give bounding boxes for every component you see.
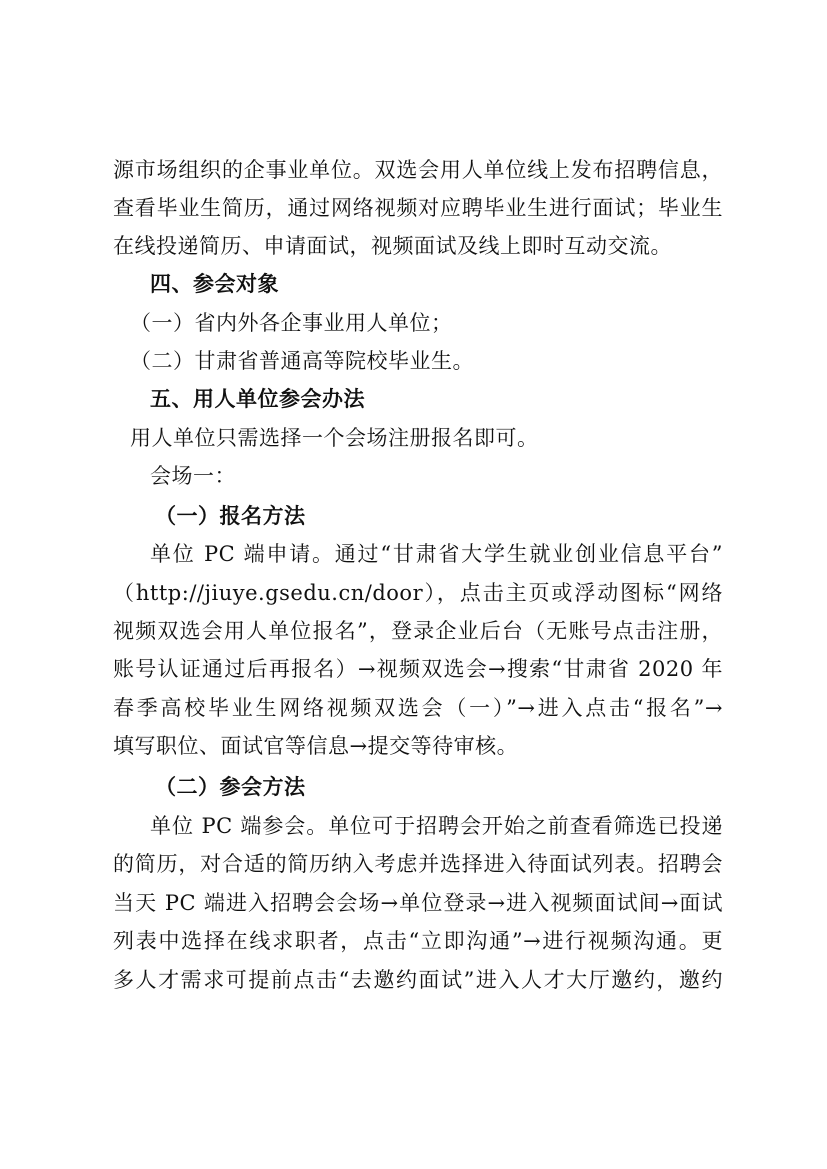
paragraph-line: （http://jiuye.gsedu.cn/door），点击主页或浮动图标“网络 [113, 581, 723, 605]
paragraph-line: 的简历，对合适的简历纳入考虑并选择进入待面试列表。招聘会 [113, 852, 723, 876]
paragraph-line: 源市场组织的企事业单位。双选会用人单位线上发布招聘信息， [113, 158, 723, 182]
paragraph-line: 填写职位、面试官等信息→提交等待审核。 [113, 734, 519, 758]
section-heading-5: 五、用人单位参会办法 [150, 387, 365, 411]
paragraph-line: 单位 PC 端申请。通过“甘肃省大学生就业创业信息平台” [150, 542, 723, 566]
paragraph-line: 查看毕业生简历，通过网络视频对应聘毕业生进行面试；毕业生 [113, 196, 723, 220]
paragraph-line: 用人单位只需选择一个会场注册报名即可。 [130, 426, 539, 450]
paragraph-line: 视频双选会用人单位报名”，登录企业后台（无账号点击注册， [113, 619, 723, 643]
paragraph-line: 在线投递简历、申请面试，视频面试及线上即时互动交流。 [113, 234, 672, 258]
paragraph-line: 单位 PC 端参会。单位可于招聘会开始之前查看筛选已投递 [150, 814, 723, 838]
paragraph-line: 春季高校毕业生网络视频双选会（一）”→进入点击“报名”→ [113, 696, 723, 720]
subsection-heading-registration: （一）报名方法 [155, 504, 306, 528]
subsection-heading-participation: （二）参会方法 [155, 775, 306, 799]
paragraph-line: 列表中选择在线求职者，点击“立即沟通”→进行视频沟通。更 [113, 929, 723, 953]
paragraph-line: 多人才需求可提前点击“去邀约面试”进入人才大厅邀约，邀约 [113, 968, 723, 992]
paragraph-line: 当天 PC 端进入招聘会会场→单位登录→进入视频面试间→面试 [113, 891, 723, 915]
list-item: （二）甘肃省普通高等院校毕业生。 [130, 349, 474, 373]
venue-label: 会场一： [150, 464, 236, 488]
list-item: （一）省内外各企事业用人单位； [130, 311, 453, 335]
section-heading-4: 四、参会对象 [150, 272, 279, 296]
paragraph-line: 账号认证通过后再报名）→视频双选会→搜索“甘肃省 2020 年 [113, 657, 723, 681]
